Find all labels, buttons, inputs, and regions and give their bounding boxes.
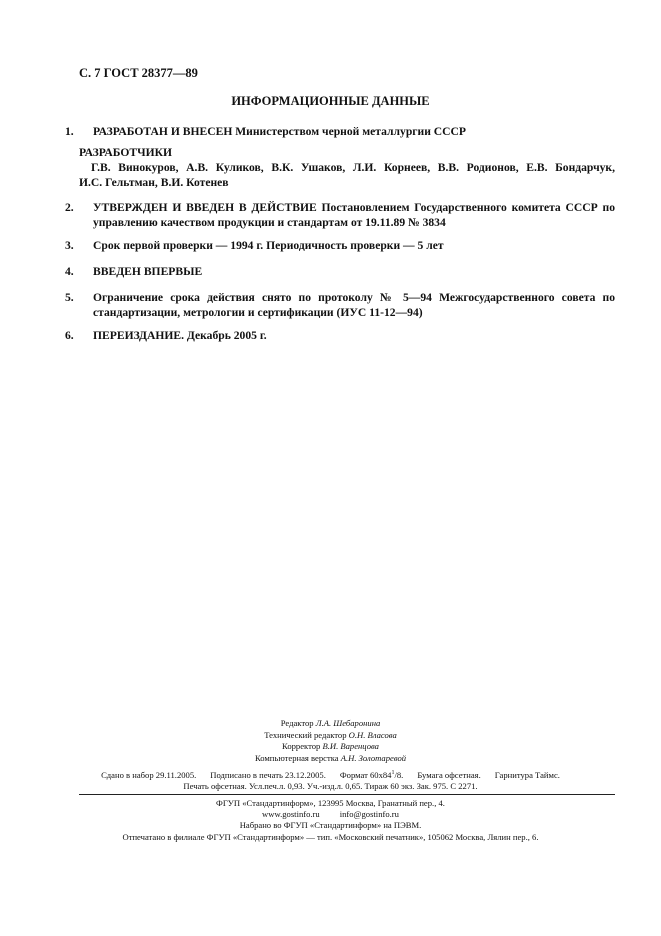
credit-role: Технический редактор (264, 729, 347, 740)
info-item-1 (65, 124, 615, 139)
info-item-6 (65, 328, 615, 343)
print-info-line-1 (0, 768, 661, 781)
paper-info: Бумага офсетная. (417, 769, 481, 780)
item-text: Срок первой проверки — 1994 г. Периодичность проверки — 5 лет (93, 239, 444, 252)
publisher-website: www.gostinfo.ru (262, 809, 320, 820)
submitted-date: Сдано в набор 29.11.2005. (101, 769, 197, 780)
item-text: Ограничение срока действия снято по протоколу № 5—94 Межгосударственного совета по стандартизации, метрологии и сертификации (ИУС 11-12—94) (93, 291, 615, 319)
divider-line (79, 794, 615, 795)
item-text: РАЗРАБОТАН И ВНЕСЕН Министерством черной металлургии СССР (93, 125, 466, 138)
typeface-info: Гарнитура Таймс. (494, 769, 560, 780)
item-text: ВВЕДЕН ВПЕРВЫЕ (93, 265, 203, 278)
info-item-5 (65, 290, 615, 320)
publisher-web (0, 809, 661, 820)
item-number: 6. (65, 329, 74, 342)
format-sup: 1 (391, 770, 395, 776)
publisher-block (0, 798, 661, 843)
publisher-typeset: Набрано во ФГУП «Стандартинформ» на ПЭВМ. (239, 820, 422, 831)
info-item-4 (65, 264, 615, 279)
item-number: 3. (65, 239, 74, 252)
developers-list (79, 160, 615, 190)
print-info-block (0, 768, 661, 793)
format-info (340, 770, 403, 780)
credit-name: О.Н. Власова (348, 729, 397, 740)
page-reference: С. 7 ГОСТ 28377—89 (79, 66, 198, 80)
format-prefix: Формат 60x84 (339, 769, 392, 780)
item-number: 2. (65, 201, 74, 214)
item-number: 5. (65, 291, 74, 304)
credit-role: Редактор (280, 718, 314, 728)
developers-line-1: Г.В. Винокуров, А.В. Куликов, В.К. Ушаков, Л.И. Корнеев, В.В. Родионов, Е.В. Бондарчук, (91, 161, 615, 174)
credit-name: Л.А. Шебаронина (315, 718, 381, 728)
credit-layout (0, 753, 661, 765)
signed-date: Подписано в печать 23.12.2005. (210, 769, 326, 780)
print-info-line-2: Печать офсетная. Усл.печ.л. 0,93. Уч.-изд.л. 0,65. Тираж 60 экз. Зак. 975. С 2271. (183, 781, 478, 792)
item-text: УТВЕРЖДЕН И ВВЕДЕН В ДЕЙСТВИЕ Постановлением Государственного комитета СССР по управлению качеством продукции и стандартам от 19.11.89 № 3834 (93, 201, 615, 229)
credits-block (0, 718, 661, 764)
item-text: ПЕРЕИЗДАНИЕ. Декабрь 2005 г. (93, 329, 267, 342)
document-title: ИНФОРМАЦИОННЫЕ ДАННЫЕ (231, 94, 430, 108)
credit-role: Компьютерная верстка (254, 752, 339, 763)
credit-technical-editor (0, 730, 661, 742)
credit-role: Корректор (282, 741, 321, 752)
credit-editor (0, 718, 661, 730)
item-number: 1. (65, 125, 74, 138)
developers-line-2: И.С. Гельтман, В.И. Котенев (79, 176, 229, 189)
info-item-3 (65, 238, 615, 253)
developers-heading: РАЗРАБОТЧИКИ (79, 146, 173, 159)
item-number: 4. (65, 265, 74, 278)
credit-name: А.Н. Золотаревой (340, 752, 407, 763)
publisher-printed: Отпечатано в филиале ФГУП «Стандартинформ» — тип. «Московский печатник», 105062 Москва, Лялин пер., 6. (122, 831, 539, 842)
publisher-email: info@gostinfo.ru (339, 809, 399, 820)
credit-name: В.И. Варенцова (322, 741, 379, 752)
publisher-address: ФГУП «Стандартинформ», 123995 Москва, Гранатный пер., 4. (216, 798, 445, 808)
format-suffix: /8. (394, 769, 404, 780)
credit-proofreader (0, 741, 661, 753)
info-item-2 (65, 200, 615, 230)
